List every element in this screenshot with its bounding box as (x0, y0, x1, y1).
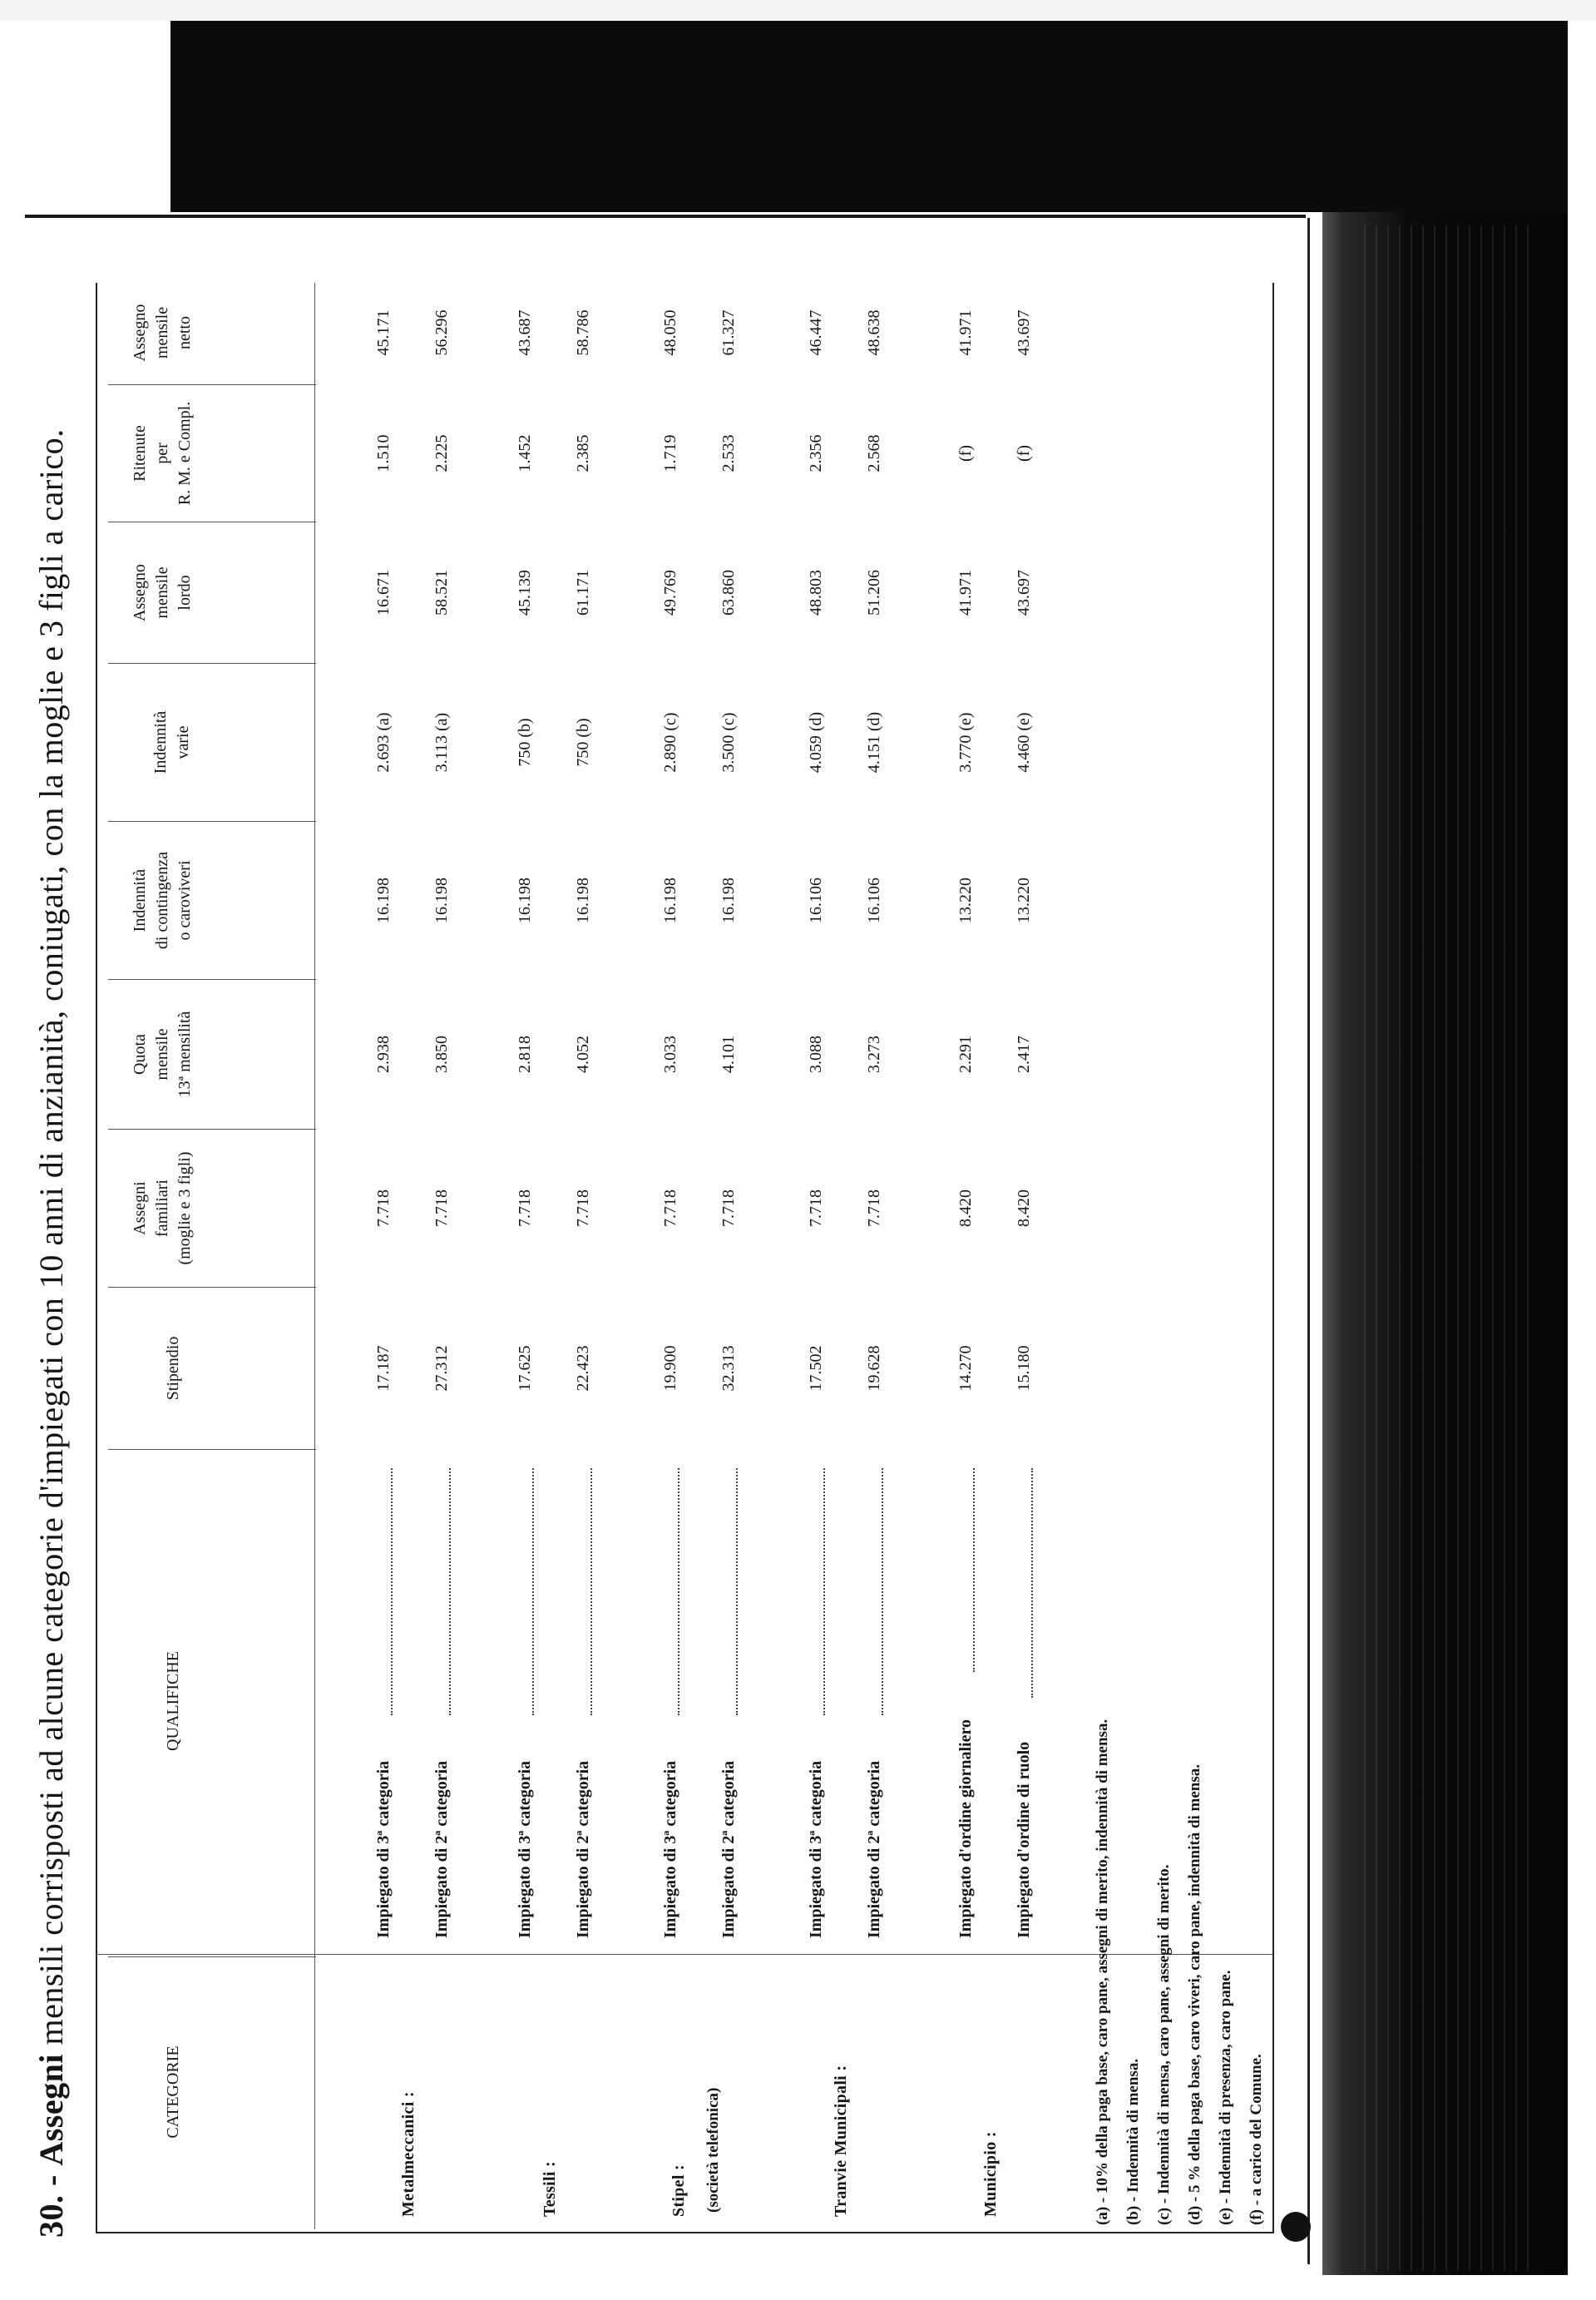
value-quota-13: 2.818 (516, 1036, 534, 1073)
column-divider (108, 821, 316, 822)
leader-dots (391, 1468, 393, 1716)
qualification-label: Impiegato di 3ª categoria (807, 1760, 825, 1938)
qualification-label: Impiegato di 2ª categoria (574, 1760, 592, 1938)
value-quota-13: 3.850 (432, 1036, 451, 1073)
value-assegno-lordo: 48.803 (807, 570, 825, 616)
footnote: (c) - Indennità di mensa, caro pane, assegni di merito. (1155, 1864, 1173, 2225)
value-indennita-contingenza: 16.106 (807, 878, 825, 923)
value-quota-13: 2.417 (1015, 1036, 1033, 1073)
table-bottom-rule (1272, 283, 1274, 2233)
value-stipendio: 27.312 (432, 1345, 451, 1392)
category-label: Metalmeccanici : (399, 2091, 418, 2217)
value-quota-13: 2.938 (374, 1036, 393, 1073)
book-page-stack (1364, 225, 1530, 2271)
qualification-label: Impiegato di 3ª categoria (661, 1760, 679, 1938)
value-indennita-varie: 3.770 (e) (956, 712, 975, 773)
column-divider (108, 1956, 316, 1957)
value-indennita-varie: 3.113 (a) (432, 712, 451, 773)
value-assegni-familiari: 7.718 (865, 1190, 883, 1227)
value-stipendio: 19.900 (661, 1345, 679, 1392)
header-line: familiari (153, 1180, 171, 1237)
header-line: varie (174, 725, 192, 759)
value-assegno-lordo: 51.206 (865, 570, 883, 616)
header-line: R. M. e Compl. (175, 401, 194, 506)
value-assegno-lordo: 41.971 (956, 570, 975, 616)
value-assegno-netto: 41.971 (956, 309, 975, 356)
header-line: mensile (153, 1028, 171, 1081)
value-ritenute: 2.568 (865, 434, 883, 472)
qualification-label: Impiegato di 3ª categoria (516, 1760, 534, 1938)
table-top-rule (96, 283, 97, 2233)
value-assegni-familiari: 8.420 (956, 1190, 975, 1227)
value-quota-13: 3.088 (807, 1036, 825, 1073)
footnote: (e) - Indennità di presenza, caro pane. (1217, 1970, 1234, 2225)
value-assegno-netto: 48.050 (661, 309, 679, 356)
category-label: Stipel : (670, 2164, 688, 2217)
value-ritenute: 2.356 (807, 434, 825, 472)
header-line: (moglie e 3 figli) (175, 1151, 194, 1265)
value-indennita-varie: 750 (b) (516, 718, 534, 767)
qualification-label: Impiegato di 2ª categoria (432, 1760, 451, 1938)
value-ritenute: 2.533 (719, 434, 738, 472)
header-assegno-netto (129, 283, 196, 383)
column-divider (108, 384, 316, 385)
column-divider (108, 979, 316, 980)
column-divider (108, 1287, 316, 1288)
header-qualifiche (162, 1452, 185, 1951)
value-stipendio: 17.502 (807, 1345, 825, 1392)
value-assegno-netto: 61.327 (719, 309, 738, 356)
value-indennita-contingenza: 16.198 (574, 878, 592, 923)
page-edge-line (25, 215, 1306, 218)
column-divider (108, 1449, 316, 1450)
header-line: Indennità (151, 710, 170, 774)
header-line: mensile (153, 306, 171, 359)
value-stipendio: 17.187 (374, 1345, 393, 1392)
qualification-label: Impiegato d'ordine di ruolo (1015, 1741, 1033, 1938)
leader-dots (736, 1468, 738, 1716)
header-indennita-varie (150, 665, 195, 819)
value-indennita-contingenza: 16.198 (661, 878, 679, 923)
header-line: CATEGORIE (164, 2045, 182, 2139)
value-stipendio: 22.423 (574, 1345, 592, 1392)
value-assegno-lordo: 43.697 (1015, 570, 1033, 616)
value-ritenute: (f) (956, 445, 975, 462)
header-line: per (153, 443, 171, 464)
value-ritenute: 1.719 (661, 434, 679, 472)
value-assegno-netto: 43.687 (516, 309, 534, 356)
footnote: (f) - a carico del Comune. (1248, 2054, 1265, 2225)
value-ritenute: 1.510 (374, 434, 393, 472)
category-sublabel: (società telefonica) (704, 2087, 722, 2213)
header-line: Indennità (131, 868, 149, 932)
header-line: Stipendio (164, 1336, 182, 1401)
value-indennita-contingenza: 16.198 (432, 878, 451, 923)
value-assegno-lordo: 63.860 (719, 570, 738, 616)
header-quota-13 (129, 982, 196, 1127)
value-indennita-varie: 2.693 (a) (374, 712, 393, 773)
value-quota-13: 4.101 (719, 1036, 738, 1073)
value-assegni-familiari: 7.718 (432, 1190, 451, 1227)
value-ritenute: 2.225 (432, 434, 451, 472)
category-label: Tranvie Municipali : (832, 2065, 850, 2217)
value-assegno-lordo: 16.671 (374, 570, 393, 616)
value-indennita-contingenza: 16.198 (719, 878, 738, 923)
value-indennita-varie: 2.890 (c) (661, 712, 679, 773)
header-line: 13ª mensilità (175, 1011, 194, 1098)
value-indennita-varie: 4.460 (e) (1015, 712, 1033, 773)
header-line: Assegni (131, 1181, 149, 1235)
title-number: 30. - (32, 2174, 70, 2238)
value-assegni-familiari: 7.718 (807, 1190, 825, 1227)
page-number-dot (1281, 2212, 1311, 2242)
value-stipendio: 19.628 (865, 1345, 883, 1392)
leader-dots (973, 1468, 975, 1672)
leader-dots (1031, 1468, 1033, 1699)
header-assegno-lordo (129, 524, 196, 661)
value-assegni-familiari: 7.718 (516, 1190, 534, 1227)
value-assegno-lordo: 61.171 (574, 570, 592, 616)
value-indennita-contingenza: 16.198 (516, 878, 534, 923)
leader-dots (449, 1468, 451, 1716)
table-left-rule (96, 2232, 1272, 2233)
table-title (32, 428, 71, 2238)
leader-dots (590, 1468, 592, 1716)
value-indennita-contingenza: 13.220 (1015, 878, 1033, 923)
leader-dots (678, 1468, 679, 1716)
header-indennita-contingenza (129, 824, 196, 977)
leader-dots (882, 1468, 883, 1716)
value-assegno-netto: 46.447 (807, 309, 825, 356)
category-label: Municipio : (981, 2131, 1000, 2217)
header-line: QUALIFICHE (164, 1651, 182, 1751)
value-assegni-familiari: 7.718 (719, 1190, 738, 1227)
value-assegni-familiari: 7.718 (374, 1190, 393, 1227)
category-label: Tessili : (541, 2161, 559, 2217)
value-stipendio: 14.270 (956, 1345, 975, 1392)
header-assegni-familiari (129, 1131, 196, 1285)
value-assegno-netto: 56.296 (432, 309, 451, 356)
value-ritenute: (f) (1015, 445, 1033, 462)
header-line: di contingenza (153, 851, 171, 950)
value-quota-13: 2.291 (956, 1036, 975, 1073)
header-bottom-rule (314, 283, 315, 2229)
value-assegni-familiari: 7.718 (661, 1190, 679, 1227)
value-assegno-netto: 43.697 (1015, 309, 1033, 356)
value-assegno-lordo: 49.769 (661, 570, 679, 616)
footnote: (b) - Indennità di mensa. (1124, 2058, 1142, 2225)
title-text: mensili corrisposti ad alcune categorie d'impiegati con 10 anni di anzianità, coniugati, con la moglie e 3 figli a carico. (32, 428, 70, 2045)
value-stipendio: 17.625 (516, 1345, 534, 1392)
header-stipendio (162, 1289, 185, 1447)
value-quota-13: 3.273 (865, 1036, 883, 1073)
column-divider (108, 663, 316, 664)
value-indennita-contingenza: 16.198 (374, 878, 393, 923)
value-stipendio: 15.180 (1015, 1345, 1033, 1392)
value-indennita-contingenza: 16.106 (865, 878, 883, 923)
footnote: (a) - 10% della paga base, caro pane, assegni di merito, indennità di mensa. (1094, 1719, 1111, 2225)
scan-background (0, 0, 1596, 21)
value-assegni-familiari: 7.718 (574, 1190, 592, 1227)
header-categoria (162, 1959, 185, 2225)
title-lead: Assegni (32, 2054, 70, 2166)
value-quota-13: 4.052 (574, 1036, 592, 1073)
leader-dots (532, 1468, 534, 1716)
value-indennita-varie: 3.500 (c) (719, 712, 738, 773)
qualification-label: Impiegato di 2ª categoria (719, 1760, 738, 1938)
value-assegno-netto: 58.786 (574, 309, 592, 356)
qualification-label: Impiegato di 2ª categoria (865, 1760, 883, 1938)
value-assegno-netto: 45.171 (374, 309, 393, 356)
value-indennita-varie: 4.151 (d) (865, 711, 883, 774)
value-assegno-lordo: 58.521 (432, 570, 451, 616)
value-assegno-lordo: 45.139 (516, 570, 534, 616)
header-line: o caroviveri (175, 860, 194, 941)
value-indennita-varie: 750 (b) (574, 718, 592, 767)
header-line: mensile (153, 566, 171, 619)
footnote: (d) - 5 % della paga base, caro viveri, caro pane, indennità di mensa. (1186, 1763, 1203, 2225)
header-ritenute (129, 387, 196, 520)
header-line: Ritenute (131, 425, 149, 482)
header-line: Assegno (131, 564, 149, 621)
value-assegno-netto: 48.638 (865, 309, 883, 356)
value-ritenute: 2.385 (574, 434, 592, 472)
qualification-label: Impiegato d'ordine giornaliero (956, 1719, 975, 1938)
header-line: Assegno (131, 304, 149, 362)
header-line: Quota (131, 1034, 149, 1075)
value-indennita-varie: 4.059 (d) (807, 711, 825, 774)
rotated-table-page (25, 229, 1322, 2275)
header-line: netto (175, 316, 194, 349)
value-assegni-familiari: 8.420 (1015, 1190, 1033, 1227)
value-ritenute: 1.452 (516, 434, 534, 472)
scan-shadow-top (170, 21, 1568, 216)
leader-dots (823, 1468, 825, 1716)
qualification-label: Impiegato di 3ª categoria (374, 1760, 393, 1938)
header-line: lordo (175, 575, 194, 611)
column-divider (108, 1129, 316, 1130)
value-stipendio: 32.313 (719, 1345, 738, 1392)
value-indennita-contingenza: 13.220 (956, 878, 975, 923)
value-quota-13: 3.033 (661, 1036, 679, 1073)
